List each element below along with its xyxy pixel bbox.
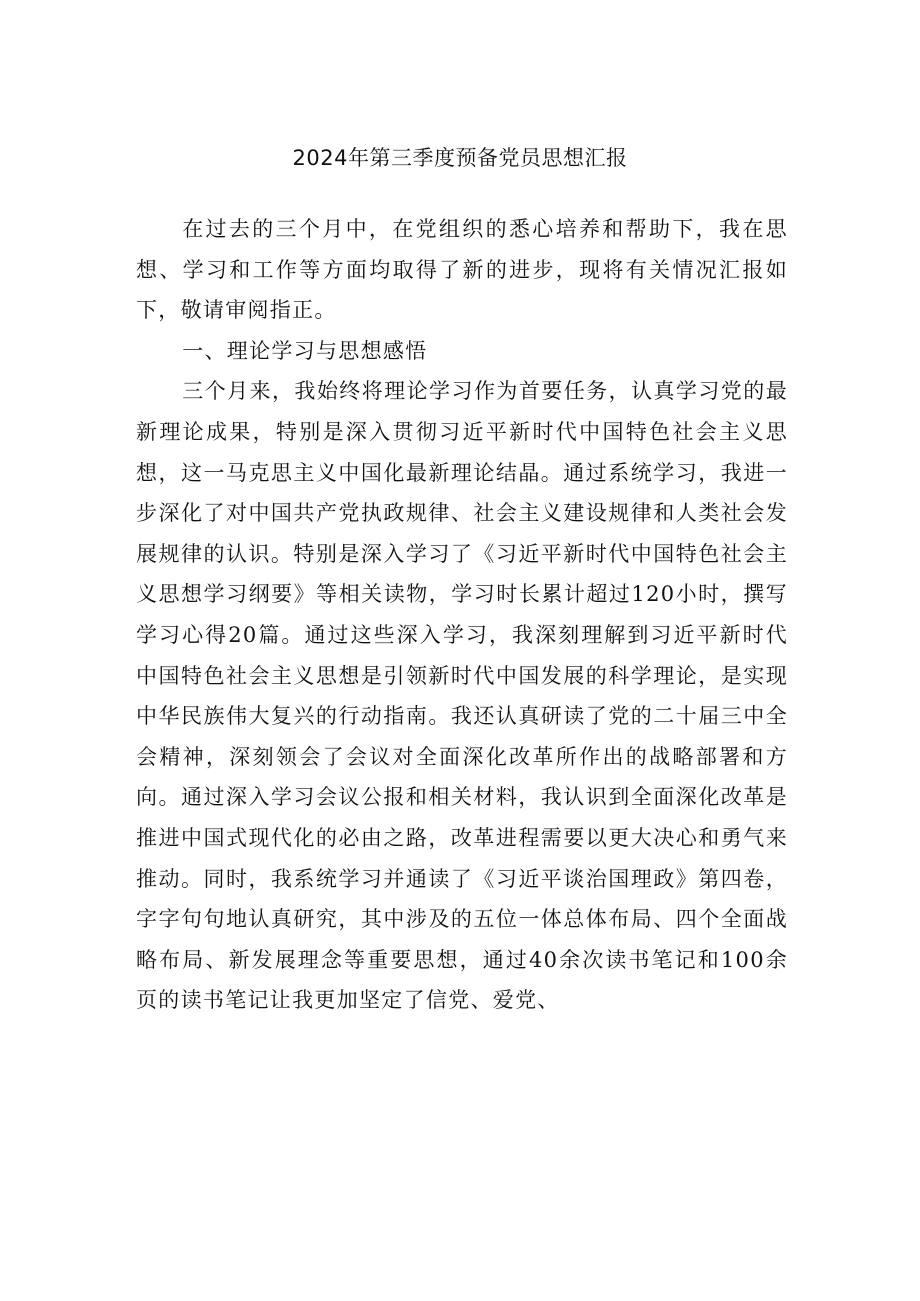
document-body: [136, 209, 788, 1021]
document-title: 2024年第三季度预备党员思想汇报: [292, 146, 628, 170]
paragraph-theory-study: 三个月来，我始终将理论学习作为首要任务，认真学习党的最新理论成果，特别是深入贯彻习近平新时代中国特色社会主义思想，这一马克思主义中国化最新理论结晶。通过系统学习，我进一步深化了对中国共产党执政规律、社会主义建设规律和人类社会发展规律的认识。特别是深入学习了《习近平新时代中国特色社会主义思想学习纲要》等相关读物，学习时长累计超过120小时，撰写学习心得20篇。通过这些深入学习，我深刻理解到习近平新时代中国特色社会主义思想是引领新时代中国发展的科学理论，是实现中华民族伟大复兴的行动指南。我还认真研读了党的二十届三中全会精神，深刻领会了会议对全面深化改革所作出的战略部署和方向。通过深入学习会议公报和相关材料，我认识到全面深化改革是推进中国式现代化的必由之路，改革进程需要以更大决心和勇气来推动。同时，我系统学习并通读了《习近平谈治国理政》第四卷，字字句句地认真研究，其中涉及的五位一体总体布局、四个全面战略布局、新发展理念等重要思想，通过40余次读书笔记和100余页的读书笔记让我更加坚定了信党、爱党、: [136, 379, 788, 1013]
paragraph-intro: 在过去的三个月中，在党组织的悉心培养和帮助下，我在思想、学习和工作等方面均取得了新的进步，现将有关情况汇报如下，敬请审阅指正。: [136, 217, 788, 323]
section-heading-theory: 一、理论学习与思想感悟: [182, 338, 428, 363]
